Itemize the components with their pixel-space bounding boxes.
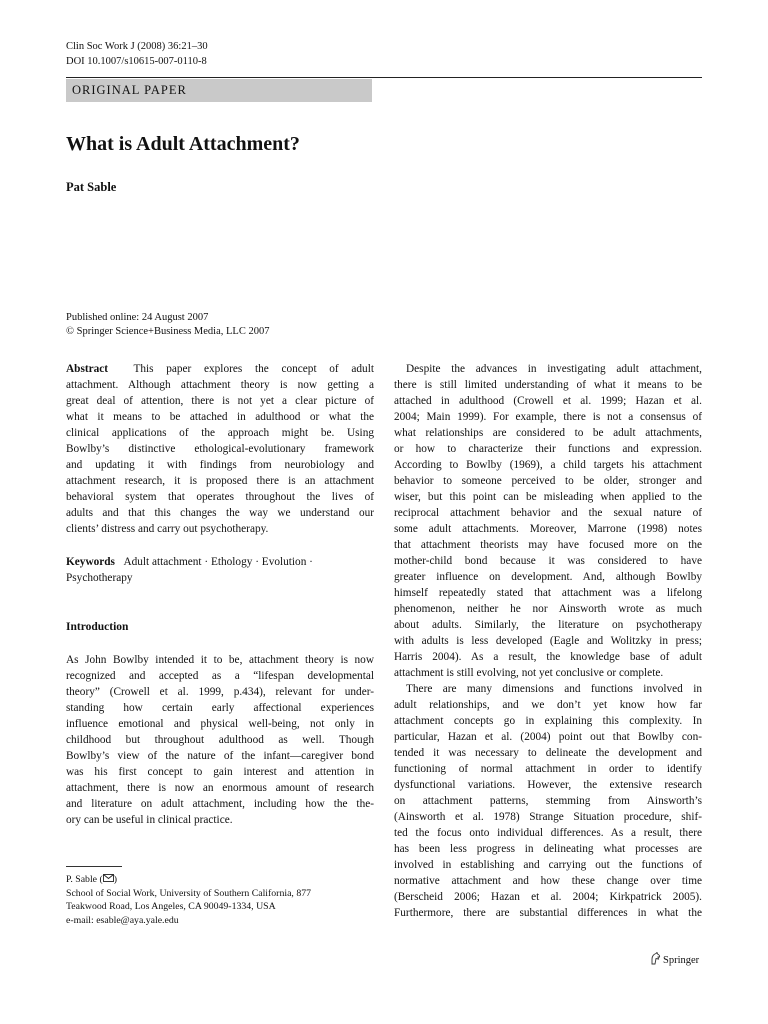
doi: DOI 10.1007/s10615-007-0110-8 (66, 56, 207, 67)
journal-citation: Clin Soc Work J (2008) 36:21–30 (66, 41, 208, 52)
abstract-line: clinical applications of the approach might be. Using (66, 427, 374, 439)
abstract-line: great deal of attention, there is not yet a clear picture of (66, 395, 374, 407)
body-line: (Ainsworth et al. 1978) Strange Situation procedure, shif- (394, 811, 702, 823)
author-footnote (66, 873, 311, 927)
abstract-label: Abstract (66, 363, 109, 375)
footnote-rule (66, 866, 122, 867)
body-line: on attachment patterns, stemming from Ainsworth’s (394, 795, 702, 807)
abstract-line: attachment. Although attachment theory is now getting a (66, 379, 374, 391)
abstract-line: clients’ distress and carry out psychotherapy. (66, 523, 269, 535)
body-line: ted the focus onto individual differences. As a result, there (394, 827, 702, 839)
body-line: there is still limited understanding of what it means to be (394, 379, 702, 391)
abstract-line: adults and that this changes the way we understand our (66, 507, 374, 519)
introduction-body (66, 652, 374, 828)
published-date: Published online: 24 August 2007 (66, 312, 209, 323)
intro-line: standing how certain early affectional experiences (66, 702, 374, 714)
body-line: According to Bowlby (1969), a child targets his attachment (394, 459, 702, 471)
body-line: has been less progress in delineating what processes are (394, 843, 702, 855)
body-line: reciprocal attachment behavior and the sexual nature of (394, 507, 702, 519)
intro-line: Bowlby’s view of the nature of the infant—caregiver bond (66, 750, 374, 762)
body-line: particular, Hazan et al. (2004) point out that Bowlby con- (394, 731, 702, 743)
header-rule (66, 77, 702, 78)
abstract-line: attachment research, it is proposed there is an attachment (66, 475, 374, 487)
body-line: some adult attachments. Moreover, Marrone (1998) notes (394, 523, 702, 535)
publisher-name: Springer (663, 955, 700, 966)
body-line: dysfunctional variations. However, the extensive research (394, 779, 702, 791)
section-banner (66, 79, 372, 102)
body-line: about adults. Similarly, the literature on psychotherapy (394, 619, 702, 631)
keywords-list: Adult attachment · Ethology · Evolution · (123, 556, 313, 568)
body-line: tended it was necessary to delineate the development and (394, 747, 702, 759)
keywords-list-cont: Psychotherapy (66, 572, 133, 584)
springer-horse-icon (650, 952, 661, 965)
keywords-label: Keywords (66, 556, 115, 568)
introduction-heading: Introduction (66, 621, 129, 633)
publisher-logo (650, 952, 699, 968)
body-line: Furthermore, there are substantial differences in what the (394, 907, 702, 919)
body-line: adult relationships, and we don’t yet know how far (394, 699, 702, 711)
body-line: attached in adulthood (Crowell et al. 1999; Hazan et al. (394, 395, 702, 407)
footnote-affiliation: School of Social Work, University of Southern California, 877 (66, 887, 312, 899)
body-line: functioning of normal attachment in order to identify (394, 763, 702, 775)
footnote-affiliation: Teakwood Road, Los Angeles, CA 90049-1334, USA (66, 901, 276, 912)
intro-line: ory can be useful in clinical practice. (66, 814, 233, 826)
right-column (394, 361, 702, 921)
body-line: what relationships are considered to be adult attachments, (394, 427, 702, 439)
abstract-line: what it means to be attached in adulthood or what the (66, 411, 374, 423)
footnote-email[interactable]: e-mail: esable@aya.yale.edu (66, 914, 179, 926)
abstract-line: and updating it with findings from neurobiology and (66, 459, 374, 471)
body-line: wiser, but this point can be misleading when applied to the (394, 491, 702, 503)
intro-line: and literature on adult attachment, including how the the- (66, 798, 374, 810)
intro-line: theory” (Crowell et al. 1999, p.434), relevant for under- (66, 686, 374, 698)
body-line: attachment concepts go in explaining this complexity. In (394, 715, 702, 727)
body-line: 2004; Main 1999). For example, there is not a consensus of (394, 411, 702, 423)
author-name: Pat Sable (66, 180, 117, 194)
keywords (66, 554, 374, 586)
body-line: phenomenon, neither he nor Ainsworth wrote as much (394, 603, 702, 615)
section-label: ORIGINAL PAPER (72, 83, 187, 97)
envelope-icon[interactable] (103, 874, 114, 882)
body-line: himself repeatedly stated that attachment was a lifelong (394, 587, 702, 599)
body-line: or how to characterize their functions and expression. (394, 443, 702, 455)
article-title: What is Adult Attachment? (66, 133, 300, 155)
intro-line: was his first concept to gain interest and attention in (66, 766, 374, 778)
body-line: with adults is less developed (Eagle and Wolitzky in press; (394, 635, 702, 647)
body-line: mother-child bond because it was considered to have (394, 555, 702, 567)
body-line: Despite the advances in investigating adult attachment, (406, 363, 702, 375)
abstract-line: This paper explores the concept of adult (133, 363, 374, 375)
abstract-line: behavioral system that operates throughout the lives of (66, 491, 374, 503)
body-line: that attachment theorists may have focused more on the (394, 539, 702, 551)
body-line: (Berscheid 2006; Hazan et al. 2004; Kirkpatrick 2005). (394, 891, 702, 903)
footnote-name-close: ) (113, 874, 118, 885)
intro-line: attachment, there is now an enormous amount of research (66, 782, 374, 794)
intro-line: childhood but throughout adulthood as well. Though (66, 734, 374, 746)
footnote-name: P. Sable ( (66, 874, 103, 885)
copyright: © Springer Science+Business Media, LLC 2007 (66, 326, 270, 337)
body-line: involved in establishing and carrying out the functions of (394, 859, 702, 871)
body-line: There are many dimensions and functions involved in (406, 683, 702, 695)
body-line: Harris 2004). As a result, the knowledge base of adult (394, 651, 702, 663)
intro-line: influence emotional and physical well-being, not only in (66, 718, 374, 730)
intro-line: recognized and accepted as a “lifespan developmental (66, 670, 374, 682)
body-line: greater influence on development. And, although Bowlby (394, 571, 702, 583)
abstract-line: Bowlby’s distinctive ethological-evolutionary framework (66, 443, 374, 455)
body-line: attachment is still evolving, not yet conclusive or complete. (394, 667, 664, 679)
body-line: normative attachment and how these change over time (394, 875, 702, 887)
abstract (66, 361, 374, 537)
intro-line: As John Bowlby intended it to be, attachment theory is now (66, 654, 374, 666)
body-line: behavior to someone perceived to be older, stronger and (394, 475, 702, 487)
